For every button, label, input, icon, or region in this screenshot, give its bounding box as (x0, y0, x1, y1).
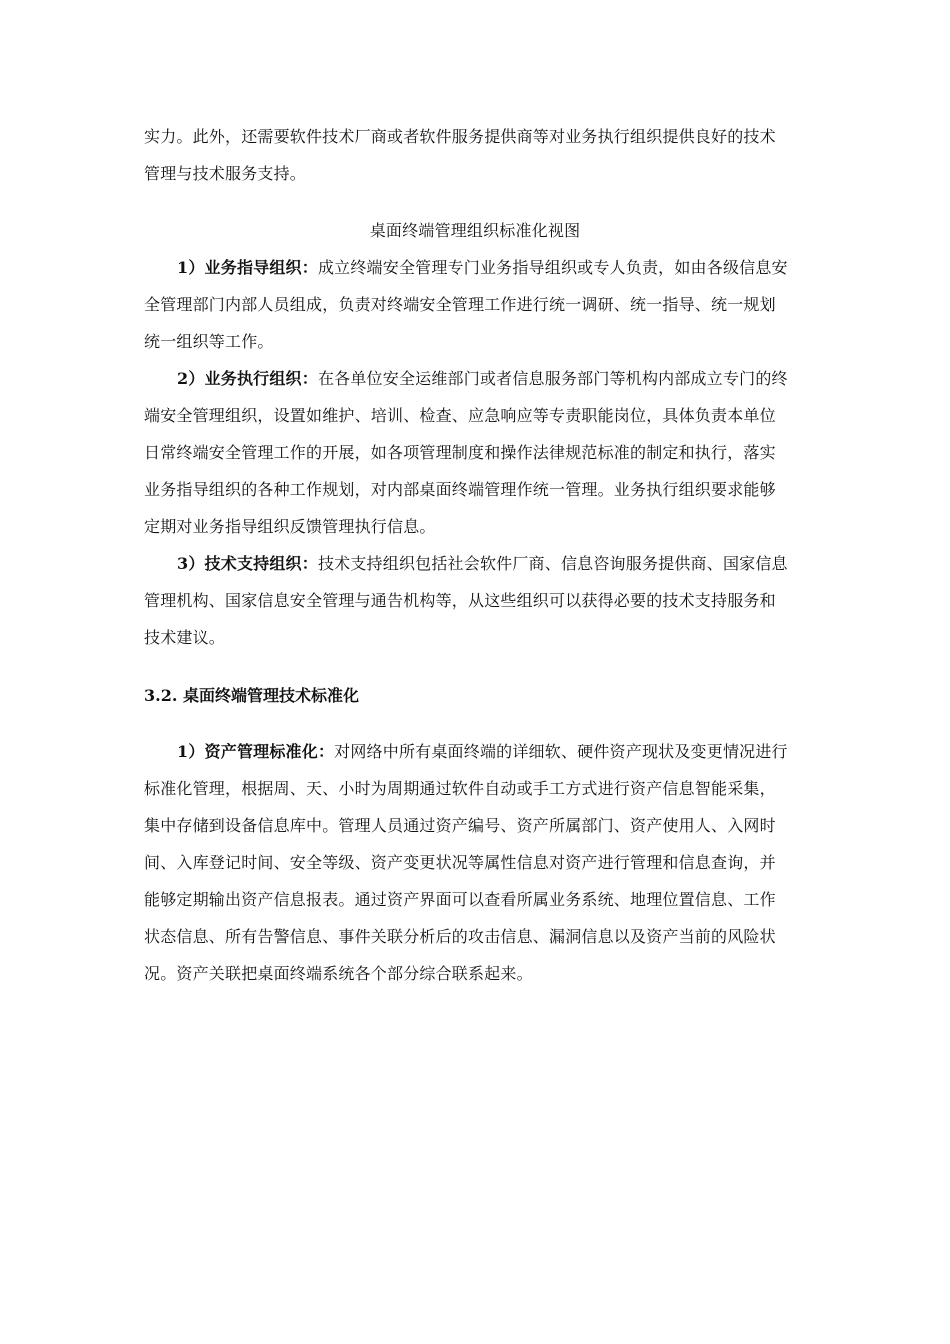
text-line: 统一组织等工作。 (144, 332, 274, 351)
section-heading: 3.2. 桌面终端管理技术标准化 (144, 686, 359, 705)
item-number: 3） (177, 554, 205, 573)
text-line (144, 545, 806, 582)
item-text: 技术支持组织包括社会软件厂商、信息咨询服务提供商、国家信息 (317, 554, 788, 573)
text-line: 日常终端安全管理工作的开展，如各项管理制度和操作法律规范标准的制定和执行，落实 (144, 443, 776, 462)
item-number: 1） (177, 258, 205, 277)
text-line: 集中存储到设备信息库中。管理人员通过资产编号、资产所属部门、资产使用人、入网时 (144, 816, 776, 835)
text-line: 端安全管理组织，设置如维护、培训、检查、应急响应等专责职能岗位，具体负责本单位 (144, 406, 776, 425)
item-number: 2） (177, 369, 205, 388)
intro-paragraph (144, 118, 806, 192)
text-line (144, 249, 806, 286)
text-line: 管理与技术服务支持。 (144, 164, 307, 183)
item-text: 对网络中所有桌面终端的详细软、硬件资产现状及变更情况进行 (334, 742, 788, 761)
text-line: 管理机构、国家信息安全管理与通告机构等，从这些组织可以获得必要的技术支持服务和 (144, 591, 776, 610)
list-item-technical-support (144, 545, 806, 656)
list-item-business-execution (144, 360, 806, 545)
document-page (144, 118, 806, 992)
text-line: 技术建议。 (144, 628, 226, 647)
text-line: 能够定期输出资产信息报表。通过资产界面可以查看所属业务系统、地理位置信息、工作 (144, 890, 776, 909)
text-line: 状态信息、所有告警信息、事件关联分析后的攻击信息、漏洞信息以及资产当前的风险状 (144, 927, 776, 946)
text-line: 标准化管理，根据周、天、小时为周期通过软件自动或手工方式进行资产信息智能采集， (144, 779, 776, 798)
item-text: 在各单位安全运维部门或者信息服务部门等机构内部成立专门的终 (317, 369, 788, 388)
text-line: 全管理部门内部人员组成，负责对终端安全管理工作进行统一调研、统一指导、统一规划 (144, 295, 776, 314)
list-item-asset-management (144, 733, 806, 992)
text-line: 间、入库登记时间、安全等级、资产变更状况等属性信息对资产进行管理和信息查询，并 (144, 853, 776, 872)
item-label: 业务执行组织： (204, 369, 318, 388)
item-label: 业务指导组织： (204, 258, 318, 277)
text-line (144, 360, 806, 397)
item-text: 成立终端安全管理专门业务指导组织或专人负责，如由各级信息安 (317, 258, 788, 277)
item-label: 技术支持组织： (204, 554, 318, 573)
text-line: 况。资产关联把桌面终端系统各个部分综合联系起来。 (144, 964, 533, 983)
text-line (144, 733, 806, 770)
text-line: 定期对业务指导组织反馈管理执行信息。 (144, 517, 436, 536)
list-item-business-guidance (144, 249, 806, 360)
figure-caption: 桌面终端管理组织标准化视图 (369, 221, 581, 240)
item-label: 资产管理标准化： (204, 742, 335, 761)
text-line: 实力。此外，还需要软件技术厂商或者软件服务提供商等对业务执行组织提供良好的技术 (144, 127, 776, 146)
item-number: 1） (177, 742, 205, 761)
text-line: 业务指导组织的各种工作规划，对内部桌面终端管理作统一管理。业务执行组织要求能够 (144, 480, 776, 499)
